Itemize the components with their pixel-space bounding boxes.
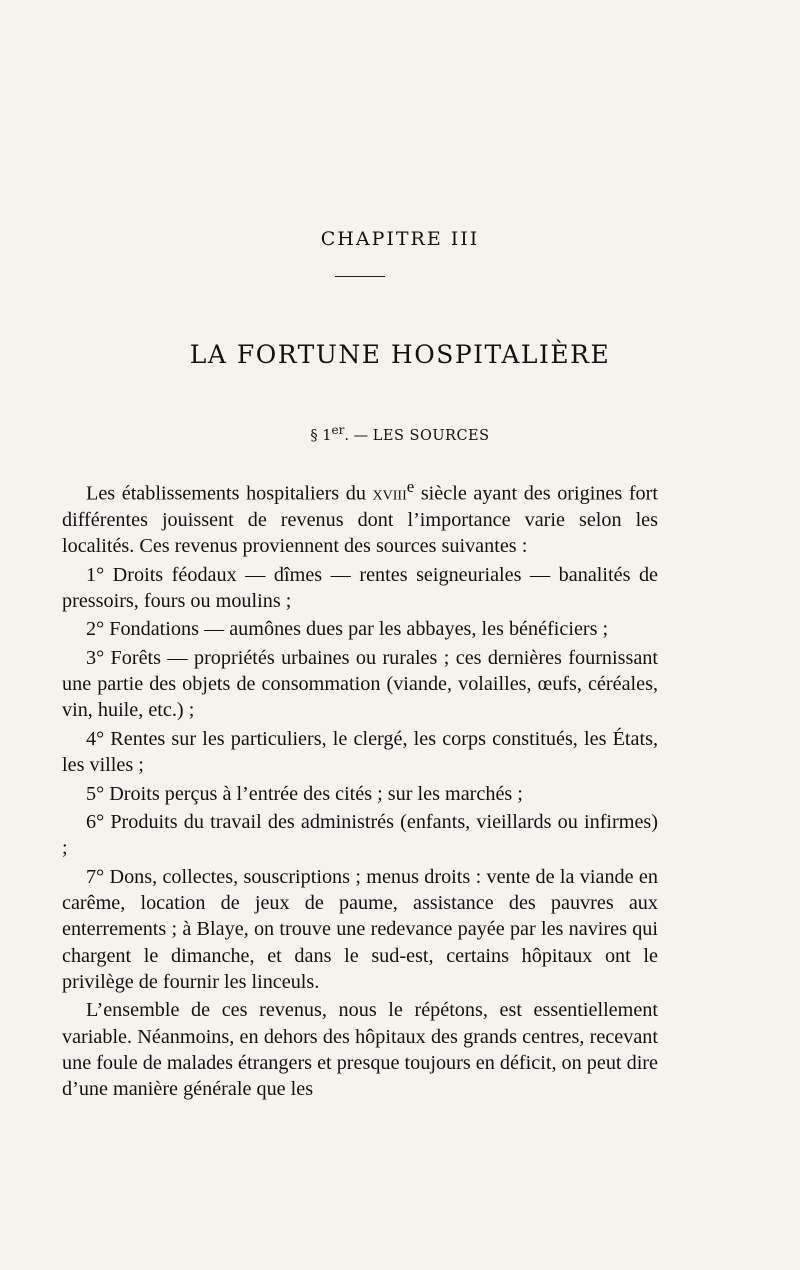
list-item-7: 7° Dons, collectes, souscriptions ; menus droits : vente de la viande en carême, location de jeux de paume, assistance des pauvres aux enterrements ; à Blaye, on trouve une redevance payée par les navires qui chargent le dimanche, et dans le sud-est, certains hôpitaux ont le privilège de fournir les linceuls. xyxy=(62,865,658,993)
intro-text-start: Les établissements hospitaliers du xyxy=(86,482,373,505)
list-item-6: 6° Produits du travail des administrés (enfants, vieillards ou infirmes) ; xyxy=(62,810,658,860)
section-title: LES SOURCES xyxy=(372,427,490,444)
list-item-2: 2° Fondations — aumônes dues par les abbayes, les bénéficiers ; xyxy=(86,618,609,641)
century-sup: e xyxy=(406,477,415,496)
body-text xyxy=(62,474,658,1105)
chapter-label: CHAPITRE III xyxy=(320,228,480,250)
paragraph-intro xyxy=(62,474,658,560)
title-divider xyxy=(335,276,385,277)
list-item-5: 5° Droits perçus à l’entrée des cités ; sur les marchés ; xyxy=(86,782,523,805)
list-item-1: 1° Droits féodaux — dîmes — rentes seigneuriales — banalités de pressoirs, fours ou moulins ; xyxy=(62,563,658,613)
paragraph-conclusion: L’ensemble de ces revenus, nous le répétons, est essentiellement variable. Néanmoins, en dehors des hôpitaux des grands centres, recevant une foule de malades étrangers et presque toujours en déficit, on peut dire d’une manière générale que les xyxy=(62,999,658,1101)
list-item-3: 3° Forêts — propriétés urbaines ou rurales ; ces dernières fournissant une partie des objets de consommation (viande, volailles, œufs, céréales, vin, huile, etc.) ; xyxy=(62,646,658,722)
section-number-sup: er xyxy=(331,423,345,437)
section-number: § 1 xyxy=(310,427,332,444)
section-dash: . — xyxy=(344,427,373,444)
section-heading xyxy=(0,423,800,444)
list-item-4: 4° Rentes sur les particuliers, le clergé, les corps constitués, les États, les villes ; xyxy=(62,727,658,777)
intro-text-end: siècle ayant des origines fort différentes jouissent de revenus dont l’importance varie selon les localités. Ces revenus proviennent des sources suivantes : xyxy=(62,482,658,558)
century-numeral: xviii xyxy=(372,482,407,505)
chapter-title: LA FORTUNE HOSPITALIÈRE xyxy=(189,340,611,369)
